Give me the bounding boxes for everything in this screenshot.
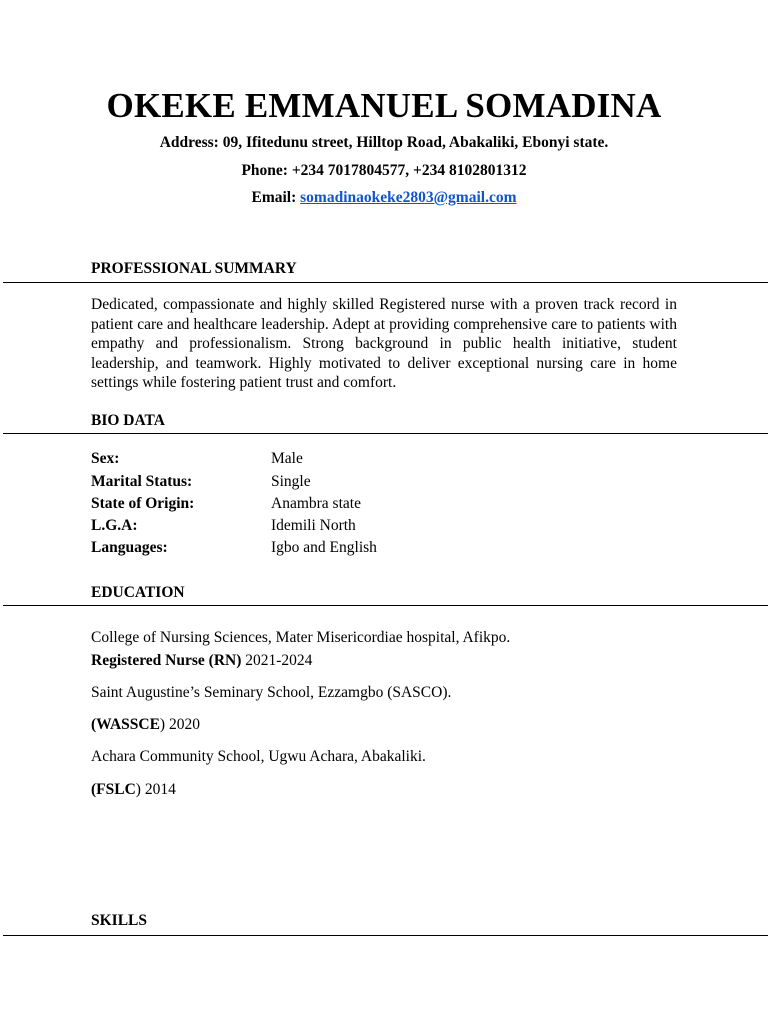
bio-label: Languages: — [91, 539, 168, 556]
bio-row-languages — [91, 538, 691, 560]
section-heading-skills: SKILLS — [91, 912, 148, 929]
email-label: Email: — [251, 189, 297, 206]
education-qualification-close: ) — [159, 716, 166, 733]
bio-row-sex — [91, 449, 691, 471]
education-qualification-close: ) — [135, 781, 141, 798]
section-divider — [3, 935, 768, 936]
education-qualification-open: ( — [91, 781, 97, 798]
bio-label: L.G.A: — [91, 517, 138, 534]
address-line — [0, 133, 768, 153]
bio-label: Marital Status: — [91, 473, 193, 490]
bio-row-lga — [91, 516, 691, 538]
education-qualification-line — [91, 715, 731, 735]
section-heading-professional-summary: PROFESSIONAL SUMMARY — [91, 260, 297, 277]
education-years: 2014 — [144, 781, 176, 798]
professional-summary-text: Dedicated, compassionate and highly skilled Registered nurse with a proven track record in patient care and healthcare leadership. Adept at providing comprehensive care to patients with empathy and professionalism. Strong background in public health initiative, student leadership, and teamwork. Highly motivated to deliver exceptional nursing care in home settings while fostering patient trust and comfort. — [91, 296, 677, 391]
education-qualification-line — [91, 780, 731, 800]
education-qualification: Registered Nurse (RN) — [91, 652, 242, 669]
section-divider — [3, 433, 768, 434]
bio-value: Anambra state — [271, 495, 361, 512]
bio-row-state-of-origin — [91, 494, 691, 516]
bio-value: Igbo and English — [271, 539, 377, 556]
section-divider — [3, 605, 768, 606]
education-institution: Achara Community School, Ugwu Achara, Abakaliki. — [91, 748, 426, 765]
email-link[interactable]: somadinaokeke2803@gmail.com — [300, 189, 517, 206]
bio-value: Idemili North — [271, 517, 356, 534]
resume-name: OKEKE EMMANUEL SOMADINA — [106, 86, 662, 125]
education-qualification: WASSCE — [96, 716, 160, 733]
bio-label: Sex: — [91, 450, 120, 467]
education-qualification-open: ( — [91, 716, 97, 733]
phone-label: Phone: — [241, 162, 288, 179]
education-qualification: FSLC — [96, 781, 136, 798]
address-label: Address: — [159, 134, 219, 151]
phone-line — [0, 161, 768, 181]
email-line — [0, 188, 768, 208]
section-heading-bio-data: BIO DATA — [91, 412, 165, 429]
education-institution: College of Nursing Sciences, Mater Misericordiae hospital, Afikpo. — [91, 629, 511, 646]
bio-value: Male — [271, 450, 303, 467]
education-years: 2020 — [168, 716, 200, 733]
phone-value: +234 7017804577, +234 8102801312 — [291, 162, 527, 179]
address-value: 09, Ifitedunu street, Hilltop Road, Abakaliki, Ebonyi state. — [222, 134, 609, 151]
education-years: 2021-2024 — [245, 652, 313, 669]
education-institution: Saint Augustine’s Seminary School, Ezzamgbo (SASCO). — [91, 684, 452, 701]
section-divider — [3, 282, 768, 283]
bio-row-marital-status — [91, 472, 691, 494]
section-heading-education: EDUCATION — [91, 584, 185, 601]
bio-label: State of Origin: — [91, 495, 195, 512]
bio-value: Single — [271, 473, 311, 490]
education-qualification-line — [91, 651, 731, 671]
